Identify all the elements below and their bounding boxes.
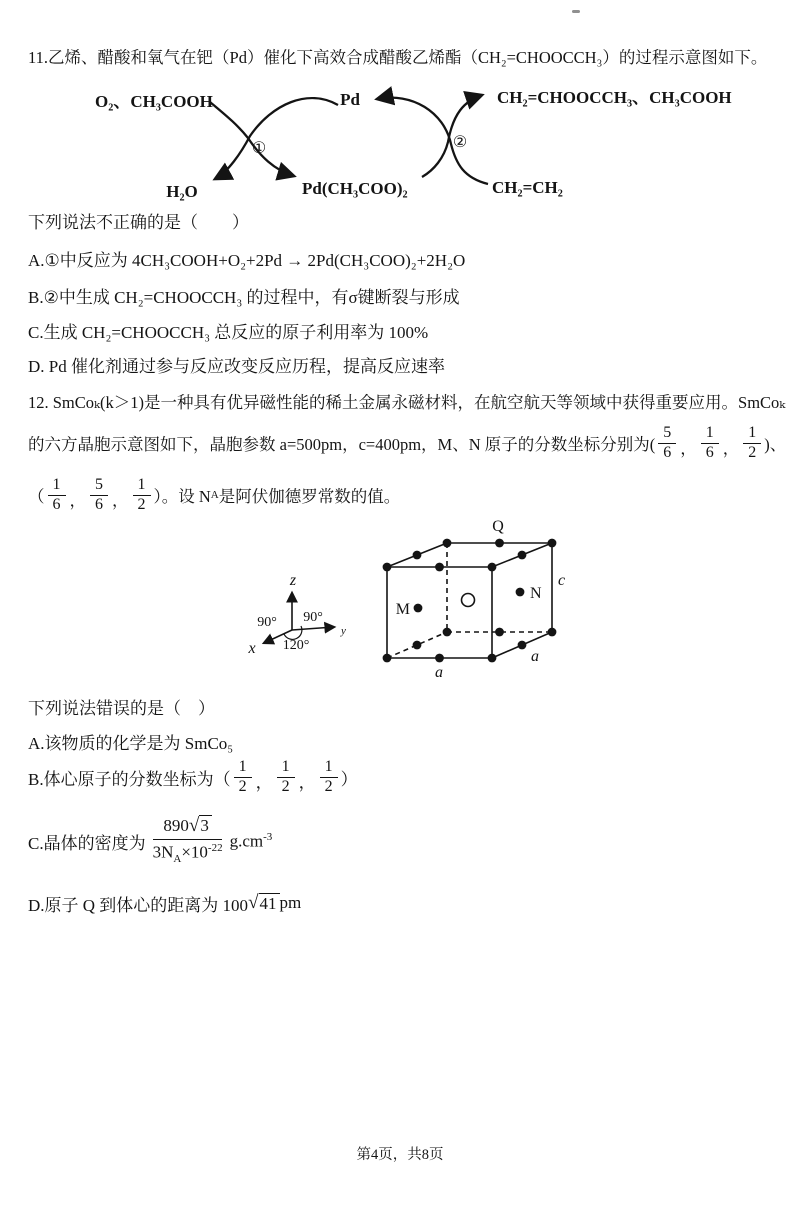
q11-stem: 11.乙烯、醋酸和氧气在钯（Pd）催化下高效合成醋酸乙烯酯（CH₂=CHOOCCH₃）的过程示意图如下。 <box>28 48 768 67</box>
cycle-reactants-left-label: O₂、CH₃COOH <box>95 92 213 111</box>
fraction: $\frac{5}{6}$ <box>658 425 676 462</box>
q12-stem-line1: 12. SmCoₖ(k＞1)是一种具有优异磁性能的稀土金属永磁材料，在航空航天等领域中获得重要应用。SmCoₖ <box>28 393 786 412</box>
separator: ， <box>680 439 697 458</box>
q12-stem-line3 <box>28 470 400 520</box>
fraction: $\frac{1}{6}$ <box>48 477 66 514</box>
q12-option-b <box>28 752 358 802</box>
fraction: $\frac{1}{2}$ <box>234 759 252 796</box>
axis-x-label: x <box>248 640 256 657</box>
scan-artifact <box>572 10 580 13</box>
q12-prompt: 下列说法错误的是（ ） <box>28 699 215 718</box>
density-unit: $g.cm^{-3}$ <box>229 830 273 851</box>
fraction: $\frac{1}{6}$ <box>701 425 719 462</box>
separator: ， <box>69 491 86 510</box>
atom-n-dot <box>516 588 525 597</box>
q12-option-d: D.原子 Q 到体心的距离为 100 √ 41 pm <box>28 892 302 915</box>
q12-stem-line2 <box>28 418 786 468</box>
edge-a-side-label: a <box>531 648 539 665</box>
axis-z-label: z <box>289 572 297 589</box>
atom-q-label: Q <box>492 518 504 535</box>
fraction: $\frac{1}{2}$ <box>277 759 295 796</box>
body-center-atom-open-circle <box>462 594 475 607</box>
cycle-products-right-label: CH₂=CHOOCCH₃、CH₃COOH <box>497 88 732 107</box>
fraction: $\frac{1}{2}$ <box>320 759 338 796</box>
edge-c-label: c <box>558 572 566 589</box>
avogadro-subscript: A <box>210 489 219 501</box>
angle-xy-label: 120° <box>282 638 310 653</box>
q12-option-c <box>28 810 272 872</box>
q12-option-a: A.该物质的化学是为 SmCo₅ <box>28 734 234 753</box>
q11-option-a: A.①中反应为 4CH₃COOH+O₂+2Pd → 2Pd(CH₃COO)₂+2H₂O <box>28 251 466 270</box>
sqrt-icon: √ <box>248 892 259 913</box>
cycle-catalyst-label: Pd <box>340 90 360 109</box>
cycle-intermediate-label: Pd(CH₃COO)₂ <box>302 179 408 198</box>
page-number: 第4页，共8页 <box>356 1147 444 1163</box>
separator: ， <box>255 773 273 792</box>
q12-option-c-text: C.晶体的密度为 <box>28 833 146 853</box>
cycle-step2-badge: ② <box>452 134 468 151</box>
q12-stem-line2-text: 的六方晶胞示意图如下，晶胞参数 a=500pm，c=400pm，M、N 原子的分数坐标分别为( <box>28 435 656 454</box>
separator: ， <box>112 491 129 510</box>
q11-option-c: C.生成 CH₂=CHOOCCH₃ 总反应的原子利用率为 100% <box>28 323 429 342</box>
angle-zy-label: 90° <box>303 610 323 625</box>
cycle-arc-acid-in <box>210 102 294 176</box>
q12-unit-cell-figure <box>240 515 570 695</box>
atom-n-label: N <box>530 585 542 602</box>
q12-stem-line3-mid: ）。设 N <box>153 487 211 506</box>
q11-option-b: B.②中生成 CH₂=CHOOCCH₃ 的过程中，有σ键断裂与形成 <box>28 288 460 307</box>
cycle-step1-badge: ① <box>251 140 267 157</box>
cycle-arc-ethylene-in <box>377 98 488 184</box>
q11-prompt: 下列说法不正确的是（ ） <box>28 213 249 232</box>
sqrt-icon: √ <box>188 815 200 837</box>
separator: ， <box>722 439 740 458</box>
q12-option-b-close: ） <box>340 769 358 789</box>
density-fraction: 890√3 $3N_A\times 10^{-22}$ <box>152 815 223 866</box>
angle-zx-label: 90° <box>257 615 277 630</box>
axis-y-label: y <box>341 625 346 637</box>
fraction: $\frac{5}{6}$ <box>90 477 108 514</box>
cycle-ethylene-label: CH₂=CH₂ <box>492 178 563 197</box>
q12-option-b-text: B.体心原子的分数坐标为（ <box>28 769 231 789</box>
cycle-water-label: H₂O <box>166 182 198 201</box>
q11-catalytic-cycle-diagram <box>60 80 760 208</box>
fraction: $\frac{1}{2}$ <box>743 425 761 462</box>
edge-a-front-label: a <box>435 664 443 681</box>
atom-m-dot <box>414 604 423 613</box>
fraction: $\frac{1}{2}$ <box>133 477 151 514</box>
atom-m-label: M <box>395 601 410 618</box>
q12-stem-line3-tail: 是阿伏伽德罗常数的值。 <box>218 487 401 506</box>
q12-stem-line3-open: （ <box>28 487 45 506</box>
separator: ， <box>298 773 316 792</box>
q11-option-d: D. Pd 催化剂通过参与反应改变反应历程，提高反应速率 <box>28 357 445 376</box>
q12-stem-line2-tail: )、 <box>764 435 787 454</box>
